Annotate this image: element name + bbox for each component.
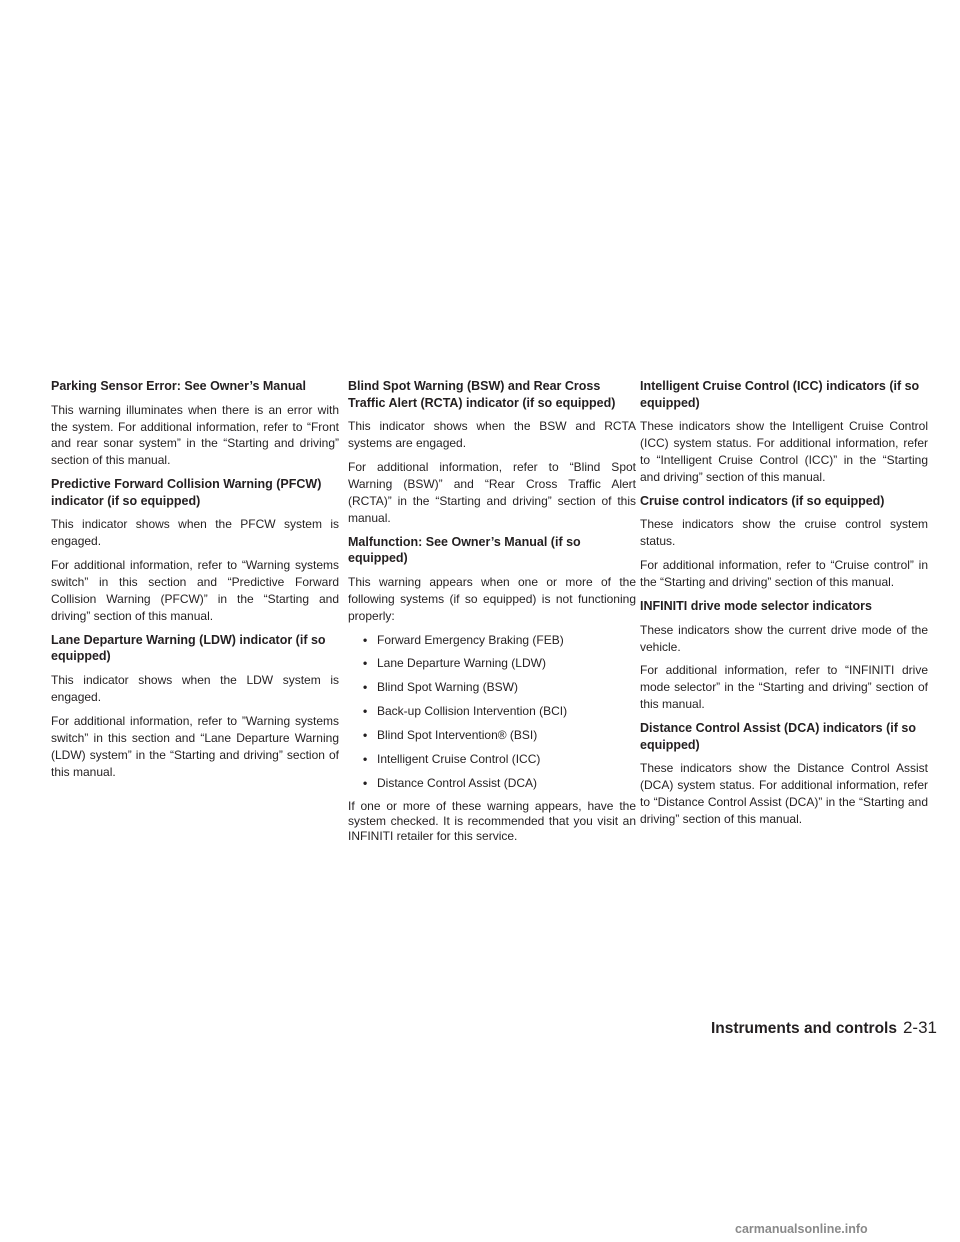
heading-dca-indicators: Distance Control Assist (DCA) indicators (if so equipped) [640,721,916,752]
bullet-icon: • [363,728,368,743]
page-number: 2-31 [902,1018,937,1037]
column-right [640,378,928,835]
bullet-icon: • [363,680,368,695]
paragraph: These indicators show the Intelligent Cruise Control (ICC) system status. For additional information, refer to “Intelligent Cruise Control (ICC)” in the “Starting and driving” section of this manual. [640,419,928,484]
watermark: carmanualsonline.info [735,1222,868,1236]
heading-icc-indicators: Intelligent Cruise Control (ICC) indicators (if so equipped) [640,379,920,410]
list-item: • Lane Departure Warning (LDW) [363,656,546,671]
heading-parking-sensor-error: Parking Sensor Error: See Owner’s Manual [51,379,306,393]
paragraph: This warning appears when one or more of the following systems (if so equipped) is not functioning properly: [348,574,636,623]
paragraph: This indicator shows when the BSW and RCTA systems are engaged. [348,419,636,451]
list-item: • Blind Spot Warning (BSW) [363,680,518,695]
paragraph: If one or more of these warning appears, have the system checked. It is recommended that you visit an INFINITI retailer for this service. [348,798,636,844]
system-list [348,632,636,792]
paragraph: For additional information, refer to “INFINITI drive mode selector” in the “Starting and driving” section of this manual. [640,663,928,712]
heading-drive-mode-indicators: INFINITI drive mode selector indicators [640,599,873,614]
list-item: • Forward Emergency Braking (FEB) [363,632,564,647]
list-item: • Blind Spot Intervention® (BSI) [363,728,538,743]
heading-bsw-rcta-indicator: Blind Spot Warning (BSW) and Rear Cross Traffic Alert (RCTA) indicator (if so equipped) [348,379,616,410]
bullet-icon: • [363,632,368,647]
page-footer [672,1018,937,1038]
paragraph: These indicators show the current drive mode of the vehicle. [640,622,928,654]
paragraph: These indicators show the cruise control system status. [640,517,928,549]
paragraph: For additional information, refer to “Warning systems switch” in this section and “Predictive Forward Collision Warning (PFCW)” in the “Starting and driving” section of this manual. [51,558,339,623]
paragraph: For additional information, refer to “Cruise control” in the “Starting and driving” section of this manual. [640,558,928,590]
list-item: • Intelligent Cruise Control (ICC) [363,752,541,767]
heading-malfunction: Malfunction: See Owner’s Manual (if so equipped) [348,534,581,566]
list-item: • Distance Control Assist (DCA) [363,775,538,790]
list-item: • Back-up Collision Intervention (BCI) [363,704,568,719]
heading-pfcw-indicator: Predictive Forward Collision Warning (PFCW) indicator (if so equipped) [51,477,322,508]
paragraph: This indicator shows when the LDW system is engaged. [51,673,339,704]
bullet-icon: • [363,704,368,719]
bullet-icon: • [363,752,368,767]
paragraph: This warning illuminates when there is an error with the system. For additional information, refer to “Front and rear sonar system” in the “Starting and driving” section of this manual. [51,402,339,468]
bullet-icon: • [363,656,368,671]
paragraph: These indicators show the Distance Control Assist (DCA) system status. For additional information, refer to “Distance Control Assist (DCA)” in the “Starting and driving” section of this manual. [640,761,928,827]
column-left [51,378,339,787]
bullet-icon: • [363,775,368,790]
heading-cruise-control-indicators: Cruise control indicators (if so equipped) [640,493,885,508]
paragraph: For additional information, refer to ”Warning systems switch” in this section and “Lane Departure Warning (LDW) system” in the “Starting and driving” section of this manual. [51,713,339,779]
column-middle [348,378,636,851]
footer-section-title: Instruments and controls [710,1020,897,1037]
paragraph: For additional information, refer to “Blind Spot Warning (BSW)” and “Rear Cross Traffic Alert (RCTA)” in the “Starting and driving” section of this manual. [348,460,636,525]
heading-ldw-indicator: Lane Departure Warning (LDW) indicator (if so equipped) [51,632,326,664]
paragraph: This indicator shows when the PFCW system is engaged. [51,517,339,549]
